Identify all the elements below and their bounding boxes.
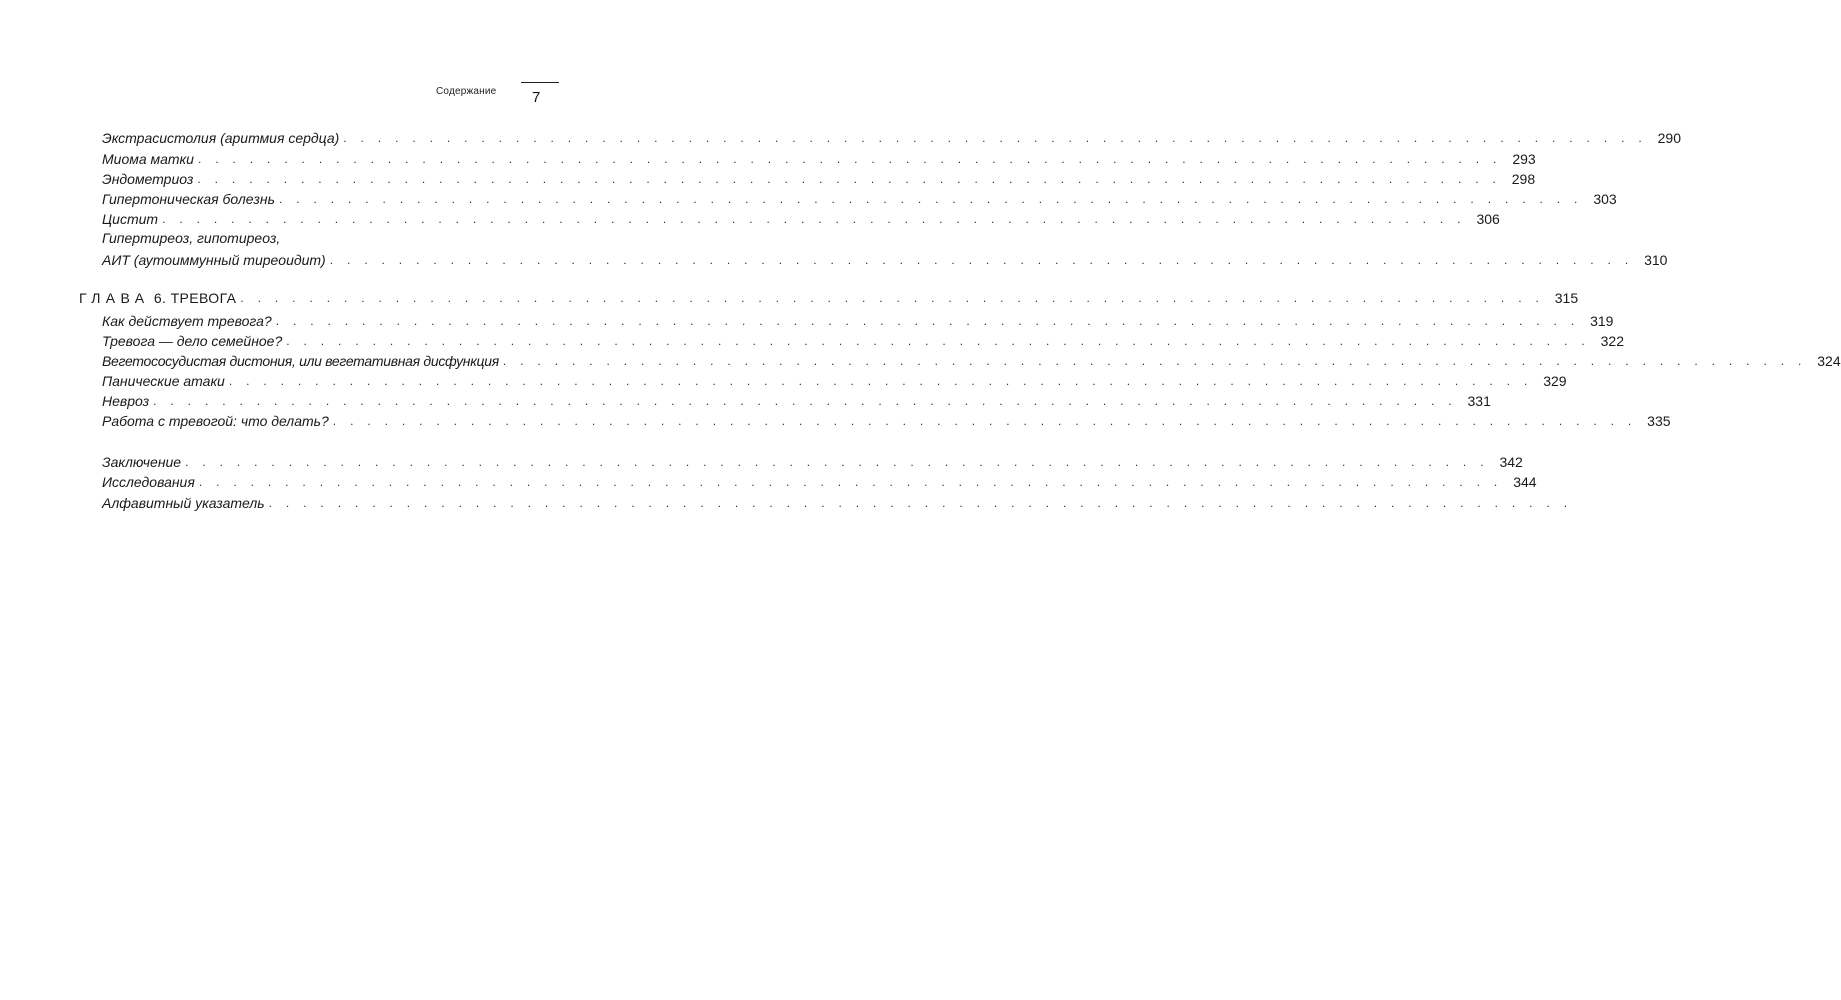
- toc-entry-page: 310: [1644, 252, 1668, 268]
- toc-entry-page: 298: [1511, 171, 1536, 187]
- toc-entry[interactable]: [102, 148, 1536, 168]
- toc-entry-title: Заключение: [102, 454, 182, 470]
- dot-leader: . . . . . . . . . . . . . . . . . . . . . . . . . . . . . . . . . . . . . . . . . . . . . . . . . . . . . . . . . . . . . . . . . . . . . . . . . . . .: [278, 192, 1583, 206]
- toc-entry-title-line1: Гипертиреоз, гипотиреоз,: [102, 230, 281, 246]
- dot-leader: . . . . . . . . . . . . . . . . . . . . . . . . . . . . . . . . . . . . . . . . . . . . . . . . . . . . . . . . . . . . . . . . . . . . . . . . . . . .: [185, 455, 1489, 469]
- dot-leader: . . . . . . . . . . . . . . . . . . . . . . . . . . . . . . . . . . . . . . . . . . . . . . . . . . . . . . . . . . . . . . . . . . . . . . . . . . . .: [343, 131, 1647, 145]
- toc-entry-page: 335: [1647, 413, 1671, 429]
- toc-chapter[interactable]: [79, 287, 1579, 307]
- toc-entry[interactable]: [102, 390, 1491, 410]
- toc-entry-title: Цистит: [102, 211, 159, 227]
- toc-entry[interactable]: [102, 370, 1567, 390]
- toc-entry-page: 344: [1513, 474, 1537, 490]
- toc-entry-title: Вегетососудистая дистония, или вегетативная дисфункция: [102, 353, 499, 369]
- dot-leader: . . . . . . . . . . . . . . . . . . . . . . . . . . . . . . . . . . . . . . . . . . . . . . . . . . . . . . . . . . . . . . . . . . . . . . . . . . . .: [228, 374, 1533, 388]
- dot-leader: . . . . . . . . . . . . . . . . . . . . . . . . . . . . . . . . . . . . . . . . . . . . . . . . . . . . . . . . . . . . . . . . . . . . . . . . . . . .: [153, 394, 1457, 408]
- toc-entry[interactable]: [102, 492, 1573, 512]
- toc-entry-page: 331: [1467, 393, 1491, 409]
- toc-entry-title: Экстрасистолия (аритмия сердца): [102, 130, 340, 146]
- toc-entry-title: Невроз: [102, 393, 150, 409]
- toc-entry[interactable]: [102, 350, 1841, 370]
- toc-entry[interactable]: [102, 410, 1671, 430]
- dot-leader: . . . . . . . . . . . . . . . . . . . . . . . . . . . . . . . . . . . . . . . . . . . . . . . . . . . . . . . . . . . . . . . . . . . . . . . . . . . .: [275, 314, 1580, 328]
- toc-entry-title: АИТ (аутоиммунный тиреоидит): [102, 252, 326, 268]
- toc-entry-title: Миома матки: [102, 151, 194, 167]
- toc-entry-title: Исследования: [102, 474, 195, 490]
- dot-leader: . . . . . . . . . . . . . . . . . . . . . . . . . . . . . . . . . . . . . . . . . . . . . . . . . . . . . . . . . . . . . . . . . . . . . . . . . . . .: [286, 334, 1590, 348]
- toc-entry-page: 319: [1590, 313, 1614, 329]
- dot-leader: . . . . . . . . . . . . . . . . . . . . . . . . . . . . . . . . . . . . . . . . . . . . . . . . . . . . . . . . . . . . . . . . . . . . . . . . . . . .: [240, 291, 1545, 305]
- toc-entry[interactable]: [102, 471, 1537, 491]
- dot-leader: . . . . . . . . . . . . . . . . . . . . . . . . . . . . . . . . . . . . . . . . . . . . . . . . . . . . . . . . . . . . . . . . . . . . . . . . . . . .: [332, 414, 1637, 428]
- dot-leader: . . . . . . . . . . . . . . . . . . . . . . . . . . . . . . . . . . . . . . . . . . . . . . . . . . . . . . . . . . . . . . . . . . . . . . . . . . . .: [197, 172, 1502, 186]
- toc-entry-title: Работа с тревогой: что делать?: [102, 413, 329, 429]
- toc-entry-page: 290: [1657, 130, 1681, 146]
- toc-entry-page: 329: [1543, 373, 1567, 389]
- toc-entry-page: 293: [1512, 151, 1536, 167]
- dot-leader: . . . . . . . . . . . . . . . . . . . . . . . . . . . . . . . . . . . . . . . . . . . . . . . . . . . . . . . . . . . . . . . . . . . . . . . . . . . .: [268, 496, 1573, 510]
- toc-entry-page: 315: [1554, 290, 1579, 306]
- running-title: Содержание: [436, 86, 497, 97]
- toc-entry-title: Эндометриоз: [102, 171, 194, 187]
- toc-entry-title: Тревога — дело семейное?: [102, 333, 283, 349]
- toc-entry-title: Панические атаки: [102, 373, 225, 389]
- dot-leader: . . . . . . . . . . . . . . . . . . . . . . . . . . . . . . . . . . . . . . . . . . . . . . . . . . . . . . . . . . . . . . . . . . . . . . . . . . . .: [162, 212, 1466, 226]
- toc-entry[interactable]: [102, 168, 1536, 188]
- toc-entry[interactable]: [102, 310, 1614, 330]
- page-number: 7: [532, 89, 541, 106]
- dot-leader: . . . . . . . . . . . . . . . . . . . . . . . . . . . . . . . . . . . . . . . . . . . . . . . . . . . . . . . . . . . . . . . . . . . . . . . . . . . .: [502, 354, 1807, 368]
- toc-entry-title: Как действует тревога?: [102, 313, 272, 329]
- toc-entry-page: 306: [1476, 211, 1500, 227]
- chapter-number-title: 6. ТРЕВОГА: [153, 290, 237, 306]
- dot-leader: . . . . . . . . . . . . . . . . . . . . . . . . . . . . . . . . . . . . . . . . . . . . . . . . . . . . . . . . . . . . . . . . . . . . . . . . . . . .: [197, 152, 1502, 166]
- toc-entry-page: 324: [1817, 353, 1841, 369]
- toc-entry-title: Гипертоническая болезнь: [102, 191, 275, 207]
- toc-entry[interactable]: [102, 208, 1500, 228]
- chapter-title: [79, 289, 236, 307]
- toc-entry[interactable]: [102, 188, 1617, 208]
- toc-entry[interactable]: [102, 451, 1523, 471]
- toc-entry-page: 322: [1600, 333, 1624, 349]
- dot-leader: . . . . . . . . . . . . . . . . . . . . . . . . . . . . . . . . . . . . . . . . . . . . . . . . . . . . . . . . . . . . . . . . . . . . . . . . . . . .: [198, 475, 1503, 489]
- toc-entry[interactable]: [102, 249, 1668, 269]
- toc-entry-page: 303: [1593, 191, 1617, 207]
- dot-leader: . . . . . . . . . . . . . . . . . . . . . . . . . . . . . . . . . . . . . . . . . . . . . . . . . . . . . . . . . . . . . . . . . . . . . . . . . . . .: [329, 253, 1634, 267]
- toc-entry-title: Алфавитный указатель: [102, 495, 265, 511]
- chapter-label: ГЛАВА: [79, 290, 150, 306]
- toc-entry[interactable]: [102, 330, 1624, 350]
- toc-entry-page: 342: [1499, 454, 1523, 470]
- toc-entry[interactable]: [102, 127, 1681, 147]
